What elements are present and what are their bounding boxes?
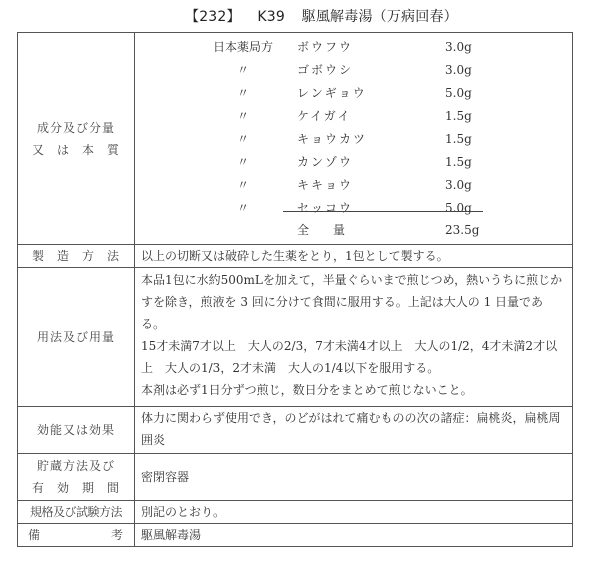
ingredient-source: 〃: [236, 63, 249, 77]
ingredient-amount: 3.0g: [445, 63, 472, 77]
ingredient-amount: 1.5g: [445, 155, 472, 169]
notes-label-right: 考: [110, 528, 124, 542]
usage-paragraph-2: 15才未満7才以上 大人の2/3，7才未満4才以上 大人の1/2，4才未満2才以上 大人の1/3，2才未満 大人の1/4以下を服用する。: [141, 339, 558, 375]
ingredient-name: ボウフウ: [297, 40, 354, 54]
efficacy-text: 体力に関わらず使用でき，のどがはれて痛むものの次の諸症：扁桃炎，扁桃周囲炎: [135, 407, 573, 454]
total-amount: 23.5g: [445, 223, 480, 237]
ingredient-source: 〃: [236, 201, 249, 215]
ingredient-source: 〃: [236, 132, 249, 146]
ingredient-row: [135, 174, 572, 196]
ingredient-name: ゴボウシ: [297, 63, 354, 77]
manufacturing-text: 以上の切断又は破砕した生薬をとり，1包として製する。: [135, 245, 573, 268]
storage-label-line2: 有 効 期 間: [32, 481, 120, 495]
usage-row: [18, 268, 573, 407]
ingredient-name: ケイガイ: [297, 109, 352, 123]
storage-label-line1: 貯蔵方法及び: [36, 459, 115, 473]
ingredient-row: [135, 59, 572, 81]
ingredient-amount: 1.5g: [445, 132, 472, 146]
ingredient-source: 〃: [236, 178, 249, 192]
composition-content: [135, 33, 573, 245]
formula-name: 駆風解毒湯（万病回春）: [301, 9, 458, 25]
storage-row: [18, 454, 573, 501]
total-row: [135, 219, 572, 241]
composition-row: [18, 33, 573, 245]
usage-paragraph-3: 本剤は必ず1日分ずつ煎じ，数日分をまとめて煎じないこと。: [141, 383, 473, 397]
notes-row: [18, 524, 573, 547]
notes-label: [18, 524, 135, 547]
specification-row: [18, 501, 573, 524]
ingredient-name: キキョウ: [297, 178, 354, 192]
ingredient-row: [135, 36, 572, 58]
ingredient-name: レンギョウ: [297, 86, 367, 100]
ingredient-source: 〃: [236, 86, 249, 100]
ingredient-amount: 1.5g: [445, 109, 472, 123]
manufacturing-label: 製 造 方 法: [18, 245, 135, 268]
notes-label-left: 備: [28, 528, 42, 542]
usage-content: [135, 268, 573, 407]
composition-label-line1: 成分及び分量: [36, 120, 115, 135]
ingredient-source: 日本薬局方: [212, 40, 273, 54]
composition-label-line2: 又 は 本 質: [32, 142, 120, 157]
document-title: [185, 6, 470, 26]
specification-label: 規格及び試験方法: [18, 501, 135, 524]
ingredient-amount: 3.0g: [445, 40, 472, 54]
storage-text: 密閉容器: [135, 454, 573, 501]
specification-table: [17, 32, 573, 547]
manufacturing-row: [18, 245, 573, 268]
ingredient-row: [135, 105, 572, 127]
ingredient-amount: 5.0g: [445, 201, 472, 215]
ingredient-row: [135, 128, 572, 150]
ingredient-amount: 5.0g: [445, 86, 472, 100]
ingredient-row: [135, 82, 572, 104]
composition-label: [18, 33, 135, 245]
ingredient-row: [135, 151, 572, 173]
total-label: 全 量: [297, 223, 346, 237]
ingredient-name: セッコウ: [297, 201, 354, 215]
efficacy-row: [18, 407, 573, 454]
storage-label: [18, 454, 135, 501]
ingredient-row: [135, 197, 572, 219]
formula-code: K39: [257, 9, 285, 25]
ingredient-source: 〃: [236, 155, 249, 169]
usage-paragraph-1: 本品1包に水約500mLを加えて，半量ぐらいまで煎じつめ，熱いうちに煎じかすを除き，煎液を 3 回に分けて食間に服用する。上記は大人の 1 日量である。: [141, 273, 563, 331]
ingredient-amount: 3.0g: [445, 178, 472, 192]
efficacy-label: 効能又は効果: [18, 407, 135, 454]
usage-label: 用法及び用量: [18, 268, 135, 407]
total-divider: [283, 211, 483, 212]
ingredient-name: カンゾウ: [297, 155, 354, 169]
ingredient-name: キョウカツ: [297, 132, 368, 146]
ingredient-source: 〃: [236, 109, 249, 123]
specification-text: 別記のとおり。: [135, 501, 573, 524]
formula-number: 【232】: [185, 9, 241, 25]
notes-text: 駆風解毒湯: [135, 524, 573, 547]
